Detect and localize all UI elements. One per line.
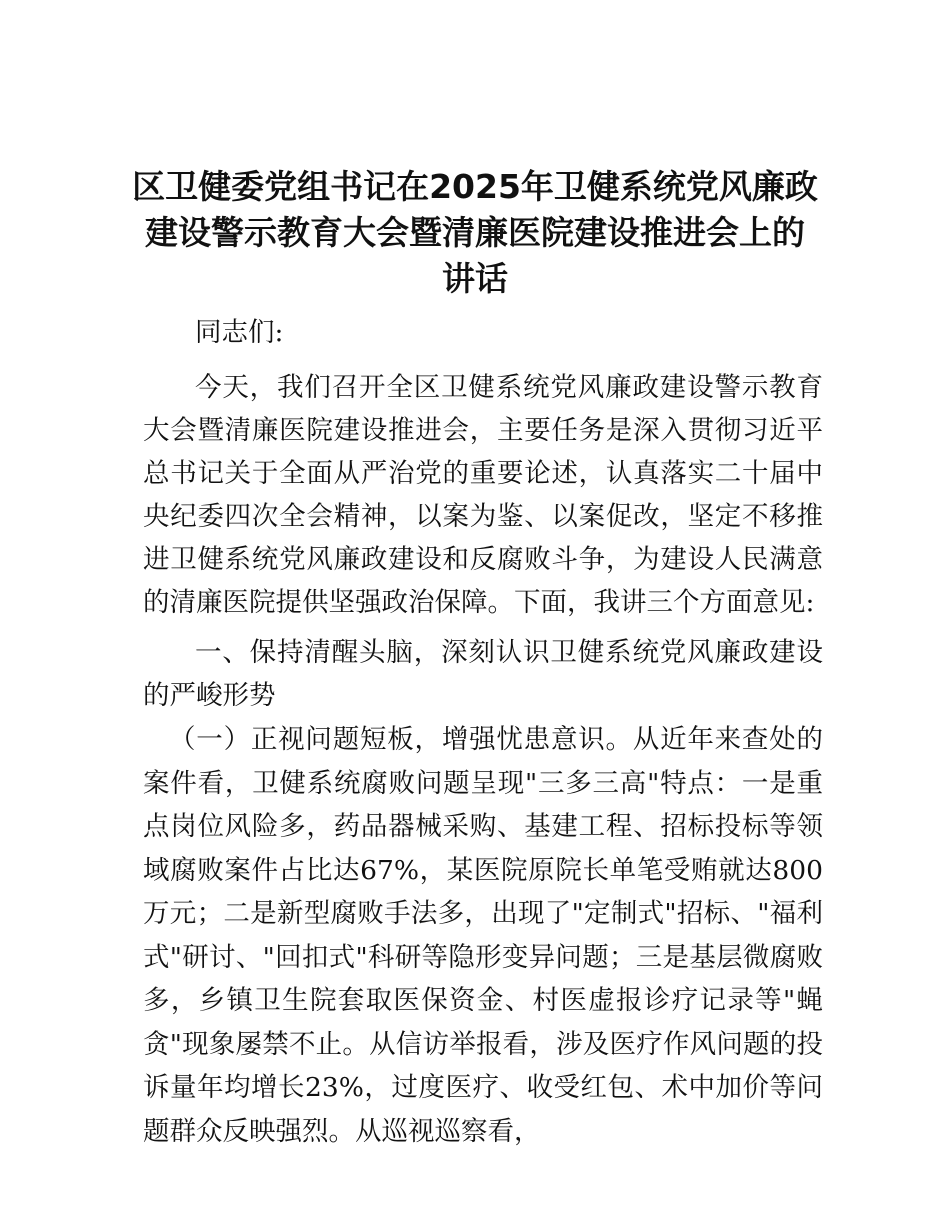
subsection-paragraph-1: （一）正视问题短板，增强忧患意识。从近年来查处的案件看，卫健系统腐败问题呈现"三多三高"特点：一是重点岗位风险多，药品器械采购、基建工程、招标投标等领域腐败案件占比达67%，某医院原院长单笔受贿就达800万元；二是新型腐败手法多，出现了"定制式"招标、"福利式"研讨、"回扣式"科研等隐形变异问题；三是基层微腐败多，乡镇卫生院套取医保资金、村医虚报诊疗记录等"蝇贪"现象屡禁不止。从信访举报看，涉及医疗作风问题的投诉量年均增长23%，过度医疗、收受红包、术中加价等问题群众反映强烈。从巡视巡察看，	[143, 724, 823, 1147]
opening-paragraph: 今天，我们召开全区卫健系统党风廉政建设警示教育大会暨清廉医院建设推进会，主要任务是深入贯彻习近平总书记关于全面从严治党的重要论述，认真落实二十届中央纪委四次全会精神，以案为鉴、以案促改，坚定不移推进卫健系统党风廉政建设和反腐败斗争，为建设人民满意的清廉医院提供坚强政治保障。下面，我讲三个方面意见:	[143, 372, 823, 618]
title-line-1: 区卫健委党组书记在2025年卫健系统党风廉政	[132, 167, 818, 206]
section-heading-1: 一、保持清醒头脑，深刻认识卫健系统党风廉政建设的严峻形势	[143, 637, 823, 711]
document-title	[110, 164, 840, 302]
title-line-3: 讲话	[442, 259, 508, 298]
title-line-2: 建设警示教育大会暨清廉医院建设推进会上的	[145, 213, 805, 252]
salutation: 同志们:	[195, 317, 284, 348]
